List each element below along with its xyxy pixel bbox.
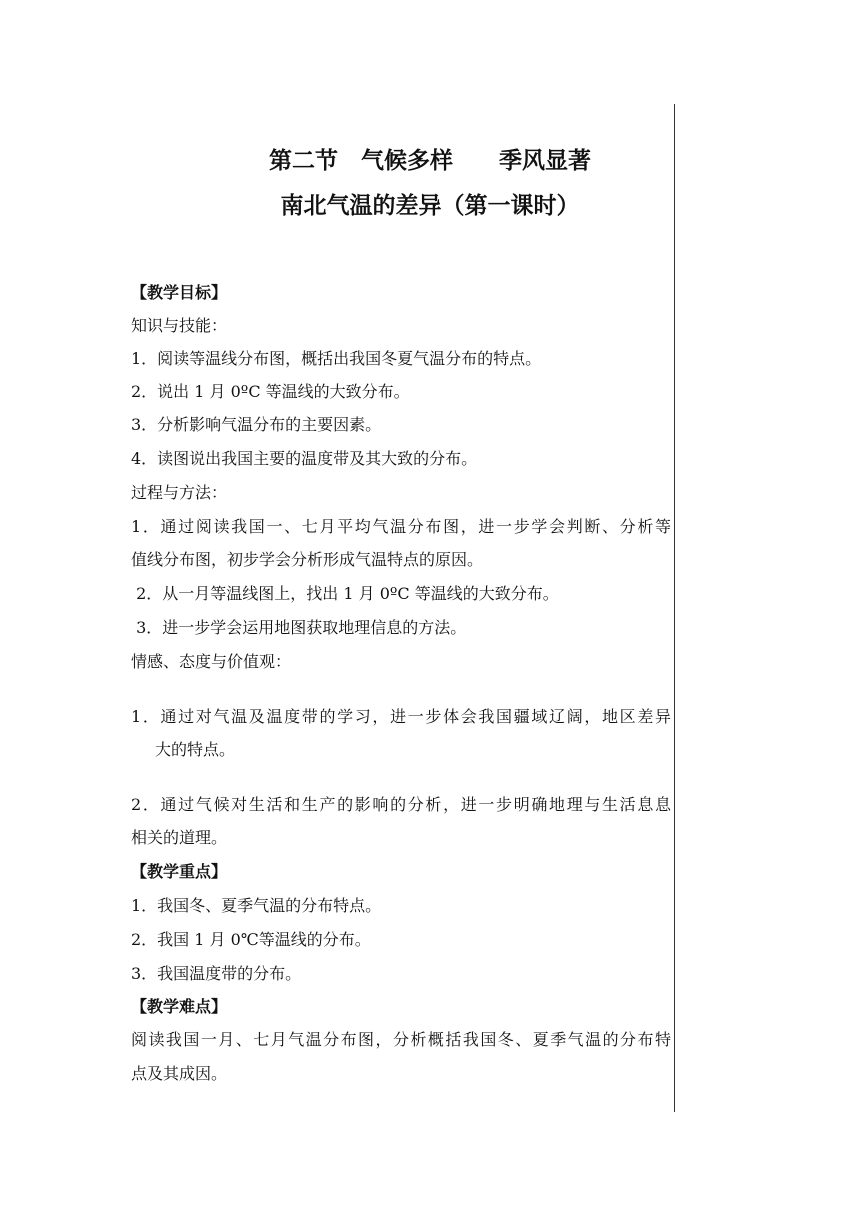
objectives-heading: 【教学目标】 [131, 283, 228, 302]
knowledge-label: 知识与技能： [131, 316, 228, 335]
knowledge-item: 3．分析影响气温分布的主要因素。 [131, 415, 382, 434]
page-margin-rule [674, 104, 675, 1112]
process-label: 过程与方法： [131, 483, 228, 502]
key-point-item: 3．我国温度带的分布。 [131, 964, 302, 983]
difficulties-text: 阅读我国一月、七月气温分布图，分析概括我国冬、夏季气温的分布特 [131, 1030, 671, 1049]
difficulties-text-continuation: 点及其成因。 [131, 1064, 228, 1083]
knowledge-item: 2．说出 1 月 0ºC 等温线的大致分布。 [131, 382, 410, 401]
knowledge-item: 4．读图说出我国主要的温度带及其大致的分布。 [131, 449, 478, 468]
attitude-item: 2．通过气候对生活和生产的影响的分析，进一步明确地理与生活息息 [131, 795, 671, 814]
process-item: 1．通过阅读我国一、七月平均气温分布图，进一步学会判断、分析等 [131, 517, 671, 536]
process-item-continuation: 值线分布图，初步学会分析形成气温特点的原因。 [131, 550, 484, 569]
attitude-item: 1．通过对气温及温度带的学习，进一步体会我国疆域辽阔，地区差异 [131, 707, 671, 726]
difficulties-heading: 【教学难点】 [131, 997, 228, 1016]
attitude-item-continuation: 相关的道理。 [131, 828, 228, 847]
process-item: 2．从一月等温线图上，找出 1 月 0ºC 等温线的大致分布。 [131, 584, 559, 603]
attitude-label: 情感、态度与价值观： [131, 652, 292, 671]
process-item: 3．进一步学会运用地图获取地理信息的方法。 [131, 618, 467, 637]
key-points-heading: 【教学重点】 [131, 862, 228, 881]
section-title: 第二节 气候多样 季风显著 [269, 147, 591, 174]
knowledge-item: 1．阅读等温线分布图，概括出我国冬夏气温分布的特点。 [131, 349, 542, 368]
key-point-item: 2．我国 1 月 0℃等温线的分布。 [131, 930, 371, 949]
key-point-item: 1．我国冬、夏季气温的分布特点。 [131, 896, 382, 915]
attitude-item-continuation: 大的特点。 [155, 740, 236, 759]
lesson-title: 南北气温的差异（第一课时） [280, 192, 580, 219]
